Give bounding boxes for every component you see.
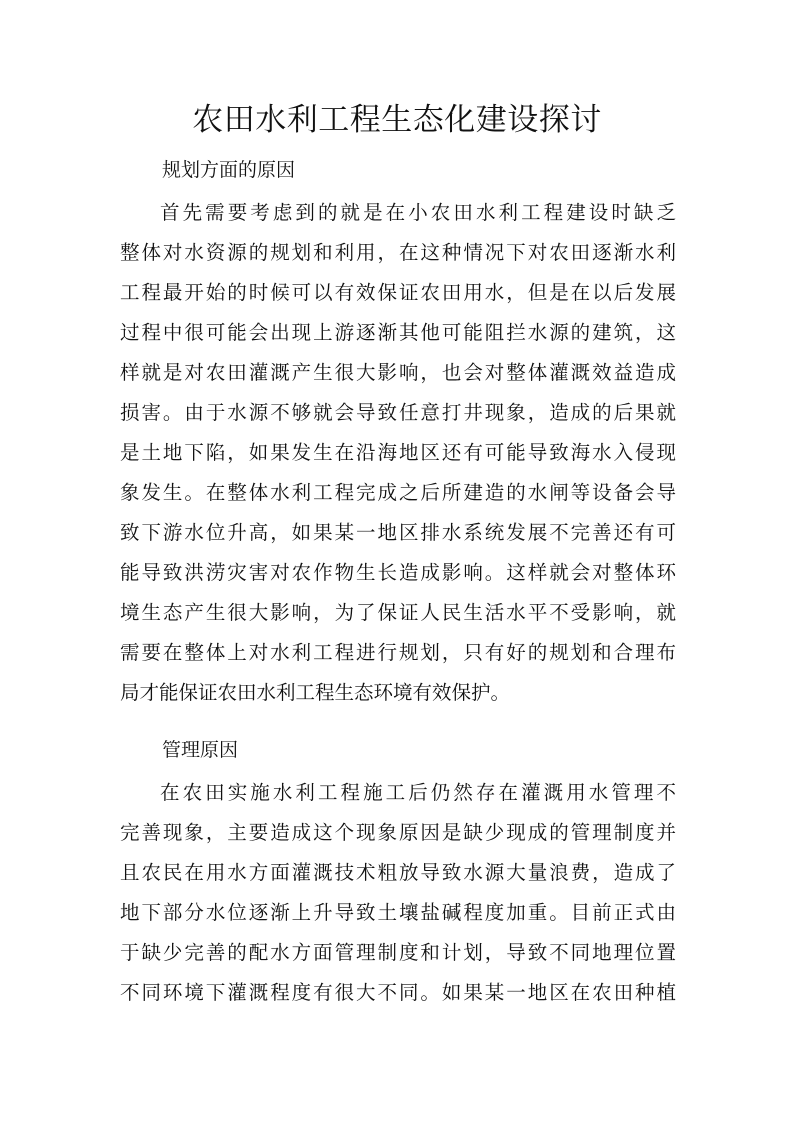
text-line: 在农田实施水利工程施工后仍然存在灌溉用水管理不 xyxy=(160,781,676,804)
text-line: 象发生。在整体水利工程完成之后所建造的水闸等设备会导 xyxy=(120,481,676,504)
paragraph-planning xyxy=(120,193,676,713)
text-line: 致下游水位升高，如果某一地区排水系统发展不完善还有可 xyxy=(120,521,676,544)
text-line: 不同环境下灌溉程度有很大不同。如果某一地区在农田种植 xyxy=(120,981,676,1004)
text-line: 局才能保证农田水利工程生态环境有效保护。 xyxy=(120,681,511,704)
section-heading-planning: 规划方面的原因 xyxy=(162,159,296,181)
text-line: 且农民在用水方面灌溉技术粗放导致水源大量浪费，造成了 xyxy=(120,861,676,884)
text-line: 首先需要考虑到的就是在小农田水利工程建设时缺乏 xyxy=(160,201,676,224)
text-line: 地下部分水位逐渐上升导致土壤盐碱程度加重。目前正式由 xyxy=(120,901,676,924)
text-line: 完善现象，主要造成这个现象原因是缺少现成的管理制度并 xyxy=(120,821,676,844)
section-heading-management: 管理原因 xyxy=(162,739,239,761)
text-line: 是土地下陷，如果发生在沿海地区还有可能导致海水入侵现 xyxy=(120,441,676,464)
text-line: 过程中很可能会出现上游逐渐其他可能阻拦水源的建筑，这 xyxy=(120,321,676,344)
text-line: 损害。由于水源不够就会导致任意打井现象，造成的后果就 xyxy=(120,401,676,424)
text-line: 境生态产生很大影响，为了保证人民生活水平不受影响，就 xyxy=(120,601,676,624)
text-line: 工程最开始的时候可以有效保证农田用水，但是在以后发展 xyxy=(120,281,676,304)
text-line: 整体对水资源的规划和利用，在这种情况下对农田逐渐水利 xyxy=(120,241,676,264)
text-line: 能导致洪涝灾害对农作物生长造成影响。这样就会对整体环 xyxy=(120,561,676,584)
text-line: 于缺少完善的配水方面管理制度和计划，导致不同地理位置 xyxy=(120,941,676,964)
text-line: 需要在整体上对水利工程进行规划，只有好的规划和合理布 xyxy=(120,641,676,664)
paragraph-management xyxy=(120,773,676,1013)
text-line: 样就是对农田灌溉产生很大影响，也会对整体灌溉效益造成 xyxy=(120,361,676,384)
document-title: 农田水利工程生态化建设探讨 xyxy=(192,102,602,138)
